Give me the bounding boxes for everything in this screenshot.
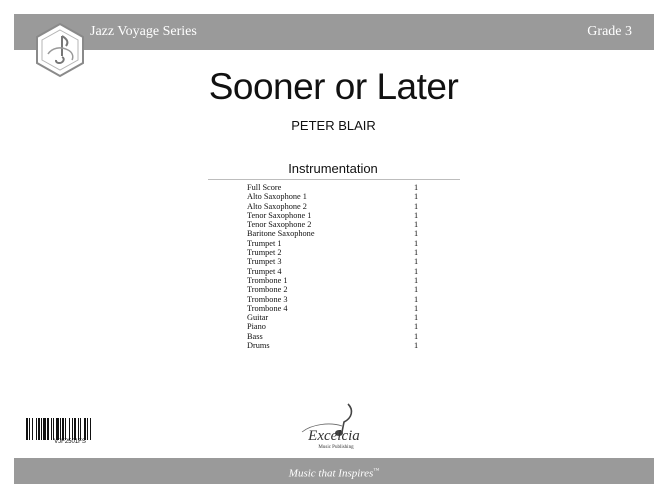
instrument-row [247,248,427,257]
instrument-count: 1 [414,201,419,211]
instrument-name: Trombone 3 [247,294,288,304]
instrument-row [247,295,427,304]
instrument-name: Trumpet 1 [247,238,282,248]
instrument-name: Trombone 1 [247,275,288,285]
instrument-name: Trombone 4 [247,303,288,313]
instrument-count: 1 [414,238,419,248]
instrument-name: Trombone 2 [247,285,288,295]
instrument-count: 1 [414,275,419,285]
catalog-number: VJF2501FS [54,439,86,445]
instrument-name: Full Score [247,183,282,192]
instrument-row [247,257,427,266]
instrument-row [247,341,427,350]
instrument-row [247,276,427,285]
instrument-name: Trumpet 2 [247,248,282,258]
instrument-row [247,211,427,220]
instrumentation-divider [208,179,460,180]
instrument-count: 1 [414,229,419,239]
instrument-count: 1 [414,303,419,313]
footer-tagline: Music that Inspires [288,467,374,480]
instrument-name: Tenor Saxophone 2 [247,220,312,230]
instrument-row [247,183,427,192]
series-name: Jazz Voyage Series [90,24,197,39]
instrument-count: 1 [414,331,419,341]
publisher-logo [296,402,372,452]
header-bar [14,14,654,50]
instrument-name: Baritone Saxophone [247,229,315,239]
instrument-count: 1 [414,248,419,258]
instrument-count: 1 [414,210,419,220]
grade-label: Grade 3 [587,24,632,39]
instrument-row [247,220,427,229]
instrument-name: Tenor Saxophone 1 [247,210,312,220]
instrument-row [247,322,427,331]
instrumentation-heading: Instrumentation [288,161,378,176]
instrument-row [247,202,427,211]
publisher-subtitle: Music Publishing [318,445,354,450]
footer-bar [14,458,654,484]
instrument-name: Guitar [247,313,269,323]
instrument-name: Alto Saxophone 2 [247,201,307,211]
instrument-name: Piano [247,322,266,332]
publisher-name: Excelcia [308,428,360,444]
instrument-name: Bass [247,331,263,341]
instrument-row [247,313,427,322]
instrument-count: 1 [414,257,419,267]
instrument-count: 1 [414,183,419,192]
instrument-count: 1 [414,192,419,202]
instrument-row [247,332,427,341]
instrument-count: 1 [414,220,419,230]
instrument-row [247,267,427,276]
trademark-mark: ™ [373,468,380,474]
instrumentation-list [247,183,427,350]
instrument-name: Alto Saxophone 1 [247,192,307,202]
barcode-icon [26,418,114,440]
instrument-count: 1 [414,341,419,351]
instrument-row [247,192,427,201]
instrument-count: 1 [414,322,419,332]
instrument-count: 1 [414,294,419,304]
instrument-row [247,285,427,294]
instrument-name: Trumpet 4 [247,266,282,276]
instrument-row [247,229,427,238]
instrument-name: Drums [247,341,270,351]
instrument-count: 1 [414,266,419,276]
instrument-row [247,304,427,313]
instrument-count: 1 [414,313,419,323]
page-title: Sooner or Later [208,66,459,107]
instrument-name: Trumpet 3 [247,257,282,267]
instrument-count: 1 [414,285,419,295]
composer-name: PETER BLAIR [291,118,376,133]
instrument-row [247,239,427,248]
